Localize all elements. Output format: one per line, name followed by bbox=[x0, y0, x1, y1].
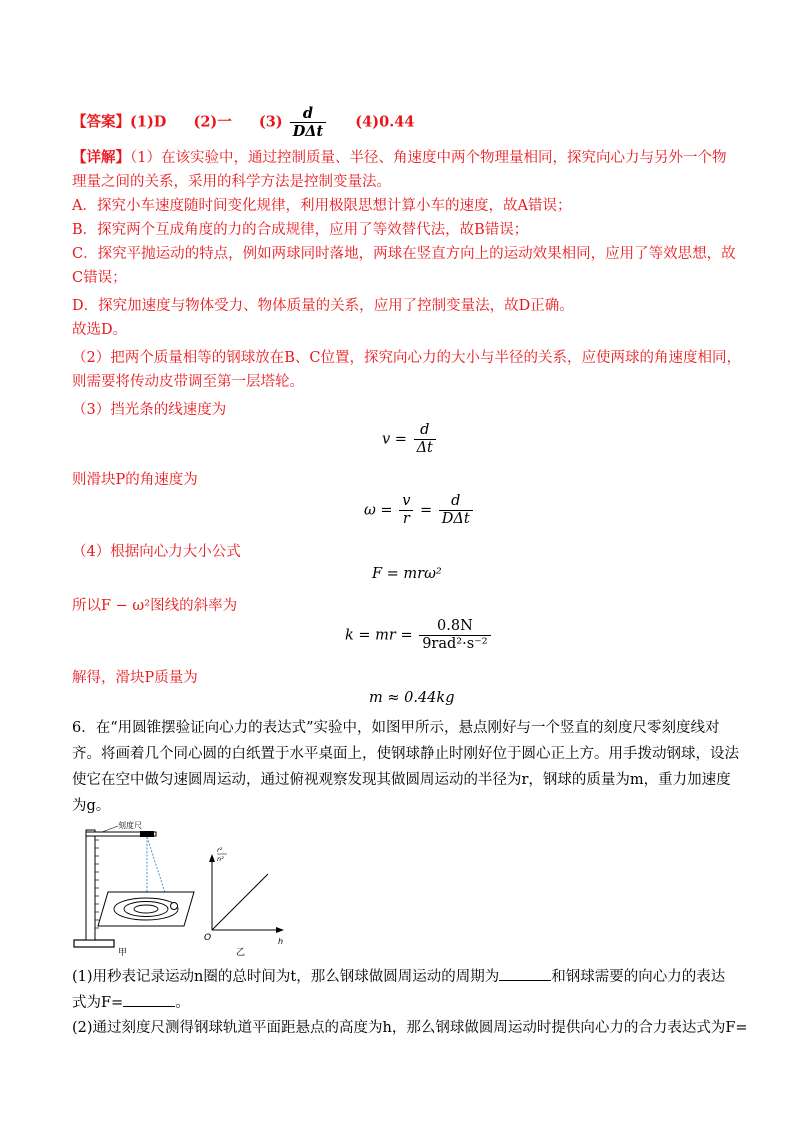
equation-angular-velocity: ω = $\frac{v}{r}$ = $\frac{d}{\text{DΔt}}$ bbox=[364, 493, 475, 528]
equation-linear-velocity: v = $\frac{d}{\Delta t}$ bbox=[382, 422, 438, 457]
detail-line-1: 【详解】（1）在该实验中，通过控制质量、半径、角速度中两个物理量相同，探究向心力与另外一个物 bbox=[72, 149, 727, 166]
question-line-3: 使它在空中做匀速圆周运动，通过俯视观察发现其做圆周运动的半径为r，钢球的质量为m，重力加速度 bbox=[72, 772, 731, 788]
answer-part4: (4)0.44 bbox=[355, 113, 415, 131]
answer-part1: (1)D bbox=[130, 113, 167, 131]
answer-line bbox=[72, 105, 414, 140]
answer-label: 【答案】 bbox=[72, 113, 130, 131]
detail-option-c-line-1: C．探究平抛运动的特点，例如两球同时落地，两球在竖直方向上的运动效果相同，应用了等效思想，故 bbox=[72, 246, 736, 262]
detail-slider-angular: 则滑块P的角速度为 bbox=[72, 472, 198, 488]
detail-part4: （4）根据向心力大小公式 bbox=[72, 544, 241, 560]
figure-b-label: 乙 bbox=[236, 948, 246, 956]
detail-part2-line-2: 则需要将传动皮带调至第一层塔轮。 bbox=[72, 374, 304, 390]
answer-part2: (2)一 bbox=[193, 113, 232, 131]
detail-part3: （3）挡光条的线速度为 bbox=[72, 402, 227, 418]
detail-choice: 故选D。 bbox=[72, 322, 128, 338]
detail-option-d: D．探究加速度与物体受力、物体质量的关系，应用了控制变量法，故D正确。 bbox=[72, 298, 574, 314]
question-line-1: 6．在“用圆锥摆验证向心力的表达式”实验中，如图甲所示，悬点刚好与一个竖直的刻度尺零刻度线对 bbox=[72, 720, 720, 736]
detail-solve-text: 解得，滑块P质量为 bbox=[72, 670, 198, 686]
ruler-label: 刻度尺 bbox=[118, 821, 142, 830]
detail-option-c-line-2: C错误； bbox=[72, 270, 127, 286]
equation-mass: m ≈ 0.44kg bbox=[369, 690, 455, 706]
question-line-2: 齐。将画着几个同心圆的白纸置于水平桌面上，使钢球静止时刚好位于圆心正上方。用手拨动钢球，设法 bbox=[72, 746, 739, 762]
subquestion-2: (2)通过刻度尺测得钢球轨道平面距悬点的高度为h，那么钢球做圆周运动时提供向心力的合力表达式为F= bbox=[72, 1020, 748, 1036]
graph-x-label: h bbox=[278, 937, 284, 946]
experiment-figure bbox=[66, 818, 296, 956]
detail-line-2: 理量之间的关系，采用的科学方法是控制变量法。 bbox=[72, 174, 391, 190]
paper-sheet bbox=[98, 892, 194, 926]
answer-part3-numerator: d bbox=[290, 105, 327, 123]
subquestion-1-line-2: 式为F= 。 bbox=[72, 992, 190, 1013]
detail-option-a: A．探究小车速度随时间变化规律，利用极限思想计算小车的速度，故A错误； bbox=[72, 198, 572, 214]
detail-part2-line-1: （2）把两个质量相等的钢球放在B、C位置，探究向心力的大小与半径的关系，应使两球的角速度相同， bbox=[72, 350, 741, 366]
stand-pole bbox=[86, 830, 95, 940]
graph-y-denominator: n² bbox=[217, 855, 224, 863]
subquestion-1-line-1: (1)用秒表记录运动n圈的总时间为t，那么钢球做圆周运动的周期为 和钢球需要的向心力的表达 bbox=[72, 966, 725, 987]
steel-ball bbox=[171, 903, 178, 910]
graph-origin: O bbox=[204, 933, 212, 943]
equation-slope: k = mr = $\frac{0.8N}{\text{9rad²·s⁻²}}$ bbox=[345, 618, 493, 653]
graph-line bbox=[212, 874, 268, 930]
graph-b bbox=[204, 846, 284, 956]
answer-part3-prefix: (3) bbox=[258, 113, 283, 131]
suspension-clamp bbox=[140, 831, 154, 837]
answer-part3-fraction bbox=[290, 105, 327, 140]
eq1-fraction: $\frac{d}{\Delta t}$ bbox=[414, 422, 436, 457]
detail-option-b: B．探究两个互成角度的力的合成规律，应用了等效替代法，故B错误； bbox=[72, 222, 529, 238]
answer-blank-force[interactable] bbox=[123, 992, 175, 1007]
ruler-ticks bbox=[95, 840, 99, 928]
detail-slope-text: 所以F − ω²图线的斜率为 bbox=[72, 598, 238, 614]
equation-centripetal-force: F = mrω² bbox=[372, 566, 442, 582]
graph-y-numerator: r² bbox=[217, 846, 223, 854]
answer-part3-denominator: DΔt bbox=[292, 123, 324, 140]
answer-blank-period[interactable] bbox=[499, 966, 551, 981]
question-line-4: 为g。 bbox=[72, 798, 111, 814]
figure-a-label: 甲 bbox=[118, 948, 128, 956]
detail-label: 【详解】 bbox=[72, 149, 130, 166]
stand-base bbox=[74, 940, 114, 947]
